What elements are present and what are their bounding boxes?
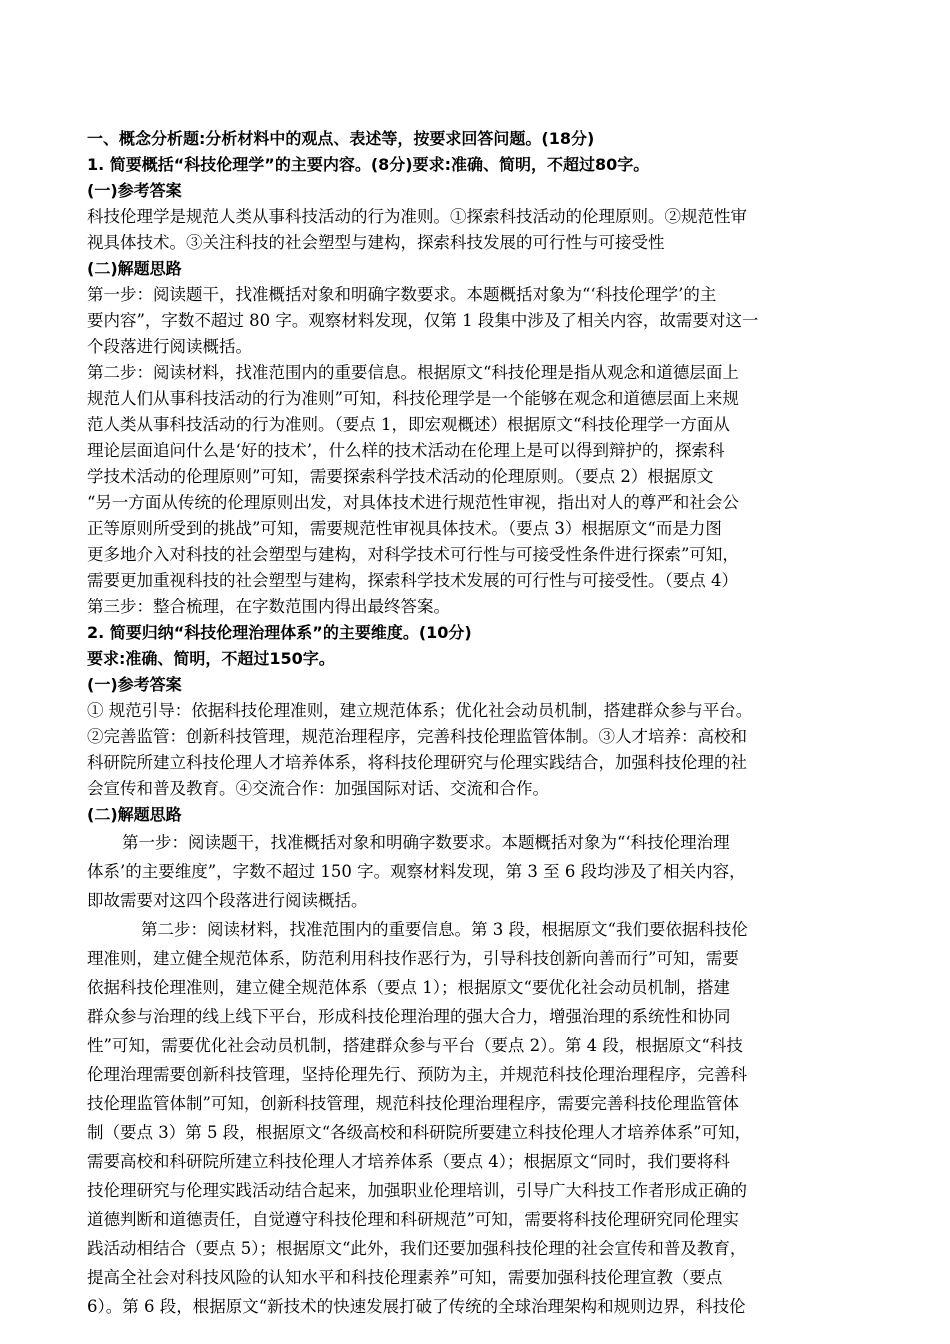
- text-line: 科研院所建立科技伦理人才培养体系，将科技伦理研究与伦理实践结合，加强科技伦理的社: [87, 753, 747, 772]
- text-line: 6）。第 6 段，根据原文“新技术的快速发展打破了传统的全球治理架构和规则边界，科技伦: [87, 1297, 746, 1316]
- text-line: 制（要点 3）第 5 段，根据原文“各级高校和科研院所要建立科技伦理人才培养体系”可知，: [87, 1123, 752, 1142]
- text-line: 理准则，建立健全规范体系，防范利用科技作恶行为，引导科技创新向善而行”可知，需要: [87, 949, 739, 968]
- text-line: 更多地介入对科技的社会塑型与建构，对科学技术可行性与可接受性条件进行探索”可知，: [87, 545, 739, 564]
- text-line: 科技伦理学是规范人类从事科技活动的行为准则。①探索科技活动的伦理原则。②规范性审: [87, 207, 747, 226]
- heading-line: 2. 简要归纳“科技伦理治理体系”的主要维度。(10分): [87, 623, 472, 642]
- text-line: 伦理治理需要创新科技管理，坚持伦理先行、预防为主，并规范科技伦理治理程序，完善科: [87, 1065, 747, 1084]
- text-line: 视具体技术。③关注科技的社会塑型与建构，探索科技发展的可行性与可接受性: [87, 233, 665, 252]
- text-line: 理论层面追问什么是‘好的技术’，什么样的技术活动在伦理上是可以得到辩护的，探索科: [87, 441, 725, 460]
- text-line: 技伦理监管体制”可知，创新科技管理，规范科技伦理治理程序，需要完善科技伦理监管体: [87, 1094, 739, 1113]
- text-line: 性”可知，需要优化社会动员机制，搭建群众参与平台（要点 2）。第 4 段，根据原文“科技: [87, 1036, 743, 1055]
- text-line: 提高全社会对科技风险的认知水平和科技伦理素养”可知，需要加强科技伦理宣教（要点: [87, 1268, 723, 1287]
- text-line: 个段落进行阅读概括。: [87, 337, 252, 356]
- heading-line: (一)参考答案: [87, 675, 182, 694]
- heading-line: 1. 简要概括“科技伦理学”的主要内容。(8分)要求:准确、简明，不超过80字。: [87, 155, 650, 174]
- heading-line: (一)参考答案: [87, 181, 182, 200]
- text-line: 技伦理研究与伦理实践活动结合起来，加强职业伦理培训，引导广大科技工作者形成正确的: [87, 1181, 747, 1200]
- text-line: 规范人们从事科技活动的行为准则”可知，科技伦理学是一个能够在观念和道德层面上来规: [87, 389, 739, 408]
- text-line: 要内容”，字数不超过 80 字。观察材料发现，仅第 1 段集中涉及了相关内容，故需要对这一: [87, 311, 759, 330]
- text-line: “另一方面从传统的伦理原则出发，对具体技术进行规范性审视，指出对人的尊严和社会公: [87, 493, 739, 512]
- text-line: 依据科技伦理准则，建立健全规范体系（要点 1）；根据原文“要优化社会动员机制，搭建: [87, 978, 730, 997]
- text-line: 学技术活动的伦理原则”可知，需要探索科学技术活动的伦理原则。（要点 2）根据原文: [87, 467, 714, 486]
- heading-line: 一、概念分析题:分析材料中的观点、表述等，按要求回答问题。(18分): [87, 129, 595, 148]
- text-line: 需要更加重视科技的社会塑型与建构，探索科学技术发展的可行性与可接受性。（要点 4）: [87, 571, 738, 590]
- text-line: 道德判断和道德责任，自觉遵守科技伦理和科研规范”可知，需要将科技伦理研究同伦理实: [87, 1210, 739, 1229]
- text-line: 第三步：整合梳理，在字数范围内得出最终答案。: [87, 597, 450, 616]
- text-line: ① 规范引导：依据科技伦理准则，建立规范体系；优化社会动员机制，搭建群众参与平台。: [87, 701, 753, 720]
- text-line: 会宣传和普及教育。④交流合作：加强国际对话、交流和合作。: [87, 779, 549, 798]
- document-page: [87, 126, 877, 1321]
- text-line: 第一步：阅读题干，找准概括对象和明确字数要求。本题概括对象为“‘科技伦理学’的主: [87, 285, 717, 304]
- heading-line: 要求:准确、简明，不超过150字。: [87, 649, 335, 668]
- text-line: 第二步：阅读材料，找准范围内的重要信息。第 3 段，根据原文“我们要依据科技伦: [141, 920, 748, 939]
- text-line: 第二步：阅读材料，找准范围内的重要信息。根据原文“科技伦理是指从观念和道德层面上: [87, 363, 739, 382]
- text-line: 范人类从事科技活动的行为准则。（要点 1，即宏观概述）根据原文“科技伦理学一方面从: [87, 415, 730, 434]
- text-line: 践活动相结合（要点 5）；根据原文“此外，我们还要加强科技伦理的社会宣传和普及教育，: [87, 1239, 747, 1258]
- heading-line: (二)解题思路: [87, 259, 182, 278]
- text-line: 即故需要对这四个段落进行阅读概括。: [87, 891, 368, 910]
- text-line: 正等原则所受到的挑战”可知，需要规范性审视具体技术。（要点 3）根据原文“而是力图: [87, 519, 722, 538]
- text-line: ②完善监管：创新科技管理，规范治理程序，完善科技伦理监管体制。③人才培养：高校和: [87, 727, 747, 746]
- text-line: 体系’的主要维度”，字数不超过 150 字。观察材料发现，第 3 至 6 段均涉及了相关内容，: [87, 862, 746, 881]
- text-line: 需要高校和科研院所建立科技伦理人才培养体系（要点 4）；根据原文“同时，我们要将科: [87, 1152, 730, 1171]
- text-line: 群众参与治理的线上线下平台，形成科技伦理治理的强大合力，增强治理的系统性和协同: [87, 1007, 731, 1026]
- heading-line: (二)解题思路: [87, 805, 182, 824]
- text-line: 第一步：阅读题干，找准概括对象和明确字数要求。本题概括对象为“‘科技伦理治理: [122, 833, 730, 852]
